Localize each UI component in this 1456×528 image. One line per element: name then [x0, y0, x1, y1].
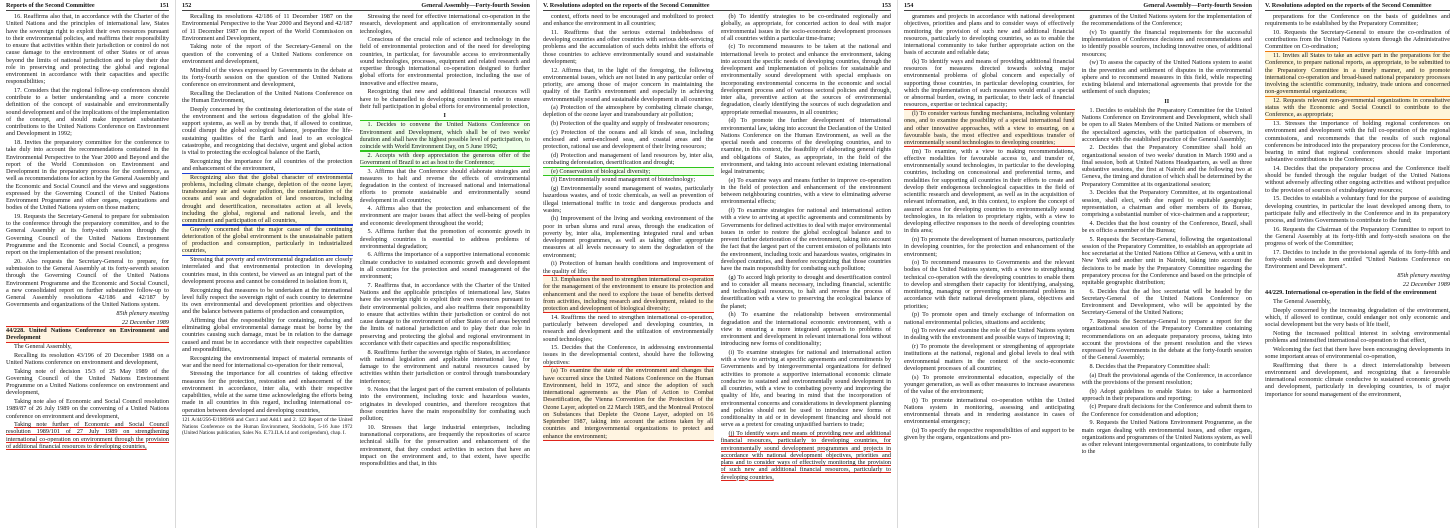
running-header: [543, 2, 891, 11]
paragraph: II: [1164, 97, 1170, 105]
paragraph: 14. Reaffirms the need to strengthen international co-operation, particularly between developed and developing countries, in research and development and the utilization of environmentally sound technologies;: [543, 313, 714, 343]
page-1: [0, 0, 175, 528]
paragraph: I: [443, 112, 446, 120]
running-header-left: Reports of the Second Committee: [6, 2, 95, 9]
paragraph: The General Assembly,: [14, 343, 72, 351]
paragraph: (a) Draft the provisional agenda of the Conference, in accordance with the provisions of the present resolution;: [1081, 371, 1252, 386]
paragraph: 5. Requests the Secretary-General, following the organizational session of the Preparatory Committee, to establish an appropriate ad hoc secretariat at the United Nations Office at Geneva, with a unit in New York and another unit in Nairobi, taking into account the decisions to be made by the Preparatory Committee regarding the preparatory process for the Conference and based on the principle of equitable geographic distribution;: [1081, 235, 1252, 287]
running-header-left: 152: [182, 2, 192, 9]
paragraph: (m) To examine, with a view to making recommendations, effective modalities for favourable access to, and transfer of, environmentally sound technologies, in particular to the developing countries, including on concessional and preferential terms, and modalities for supporting all countries in their efforts to create and develop their endogenous technological capacities in the field of scientific research and development, as well as in the acquisition of relevant information, and, in this context, to explore the concept of assured access for developing countries to environmentally sound technologies, in its relation to proprietary rights, with a view to developing effective responses to the needs of developing countries in this area;: [904, 147, 1075, 235]
paragraph: (h) To examine the relationship between environmental degradation and the international economic environment, with a view to ensuring a more integrated approach to problems of environment and development in relevant international fora without introducing new forms of conditionality;: [720, 311, 891, 348]
paragraph: (w) To assess the capacity of the United Nations system to assist in the prevention and settlement of disputes in the environmental sphere and to recommend measures in this field, while respecting existing bilateral and international agreements that provide for the settlement of such disputes;: [1081, 59, 1252, 96]
paragraph: Deeply concerned by the increasing degradation of the environment, which, if allowed to continue, could endanger not only economic and social development but the very basis of life itself,: [1265, 306, 1450, 329]
paragraph: (v) To quantify the financial requirements for the successful implementation of Conference decisions and recommendations and to identify possible sources, including innovative ones, of additional resources;: [1081, 28, 1252, 58]
paragraph: (i) Protection of human health conditions and improvement of the quality of life;: [543, 260, 714, 275]
paragraph: 16. Requests the Chairman of the Preparatory Committee to report to the General Assembly at its forty-fifth and forty-sixth sessions on the progress of work of the Committee;: [1265, 225, 1450, 248]
paragraph: Stressing that poverty and environmental degradation are closely interrelated and that environmental protection in developing countries must, in this context, be viewed as an integral part of the development process and cannot be considered in isolation from it,: [182, 256, 353, 285]
paragraph: 14. Decides that the preparatory process and the Conference itself should be funded through the regular budget of the United Nations without adversely affecting other ongoing activities and without prejudice to the provision of sources of extrabudgetary resources;: [1265, 164, 1450, 194]
paragraph: context, efforts need to be encouraged and mobilized to protect and enhance the environment in all countries;: [543, 13, 714, 28]
paragraph: (g) Environmentally sound management of wastes, particularly hazardous wastes, and of toxic chemicals, as well as prevention of illegal international traffic in toxic and dangerous products and wastes;: [543, 185, 714, 214]
page-5: [1259, 0, 1456, 528]
paragraph: Stressing the importance for all countries of taking effective measures for the protection, restoration and enhancement of the environment in accordance, inter alia, with their respective capabilities, while at the same time acknowledging the efforts being made in all countries in this regard, including international co-operation between developed and developing countries,: [182, 370, 353, 414]
running-header-left: V. Resolutions adopted on the reports of the Second Committee: [1265, 2, 1432, 9]
paragraph: 22 December 1989: [121, 318, 169, 326]
paragraph: (b) To identify strategies to be co-ordinated regionally and globally, as appropriate, for concerted action to deal with major environmental issues in the socio-economic development processes of all countries within a particular time-frame;: [720, 13, 891, 42]
paragraph: 19. Requests the Secretary-General to prepare for submission to the conference through the preparatory committee, and to the General Assembly at its forty-sixth session through the Governing Council of the United Nations Environment Programme and the Economic and Social Council, a progress report on the implementation of the present resolution;: [6, 212, 169, 257]
paragraph: 20. Also requests the Secretary-General to prepare, for submission to the General Assembly at its forty-seventh session through the Governing Council of the United Nations Environment Programme and the Economic and Social Council, a new consolidated report on further substantive follow-up to General Assembly resolutions 42/186 and 42/187 by Governments and organizations of the United Nations system.: [6, 257, 169, 309]
paragraph: 4. Affirms also that the protection and enhancement of the environment are major issues that affect the well-being of peoples and economic development throughout the world;: [359, 205, 530, 227]
highlighted-paragraph: 2. Accepts with deep appreciation the generous offer of the Government of Brazil to act as host to the Conference;: [359, 151, 530, 166]
paragraph: Deeply concerned by the continuing deterioration of the state of the environment and the serious degradation of the global life-support systems, as well as by trends that, if allowed to continue, could disrupt the global ecological balance, jeopardize the life-sustaining qualities of the Earth and lead to an ecological catastrophe, and recognizing that decisive, urgent and global action is vital to protecting the ecological balance of the Earth,: [182, 105, 353, 157]
highlighted-paragraph: 11. Invites all States to take an active part in the preparations for the Conference, to prepare national reports, as appropriate, to be submitted to the Preparatory Committee in a timely manner, and to promote international co-operation and broad-based national preparatory processes involving the scientific community, industry, trade unions and concerned non-governmental organizations;: [1265, 52, 1450, 96]
paragraph: (r) To promote the development or strengthening of appropriate institutions at the national, regional and global levels to deal with environmental matters in the context of the socio-economic development processes of all countries;: [904, 343, 1075, 372]
paragraph: Taking note also of Economic and Social Council resolution 1989/87 of 26 July 1989 on the convening of a United Nations conference on environment and development,: [6, 398, 169, 420]
paragraph: 3. Affirms that the Conference should elaborate strategies and measures to halt and reverse the effects of environmental degradation in the context of increased national and international efforts to promote sustainable and environmentally sound development in all countries;: [359, 167, 530, 204]
paragraph: Taking note of decision 15/3 of 25 May 1989 of the Governing Council of the United Nations Environment Programme on a United Nations conference on environment and development,: [6, 367, 169, 397]
paragraph: Recognizing that new and additional financial resources will have to be channelled to developing countries in order to ensure their full participation in global efforts for environmental protection,: [359, 88, 530, 110]
paragraph: 22 December 1989: [1402, 280, 1450, 288]
paragraph: Taking note of the report of the Secretary-General on the question of the convening of a United Nations conference on environment and development,: [182, 43, 353, 65]
paragraph: 6. Affirms the importance of a supportive international economic climate conducive to sustained economic growth and development in all countries for the protection and sound management of the environment;: [359, 251, 530, 281]
paragraph: 11. Reaffirms that the serious external indebtedness of developing countries and other countries with serious debt-servicing problems and the accumulation of such debts inhibit the efforts of those countries to achieve environmentally sound and sustainable development;: [543, 28, 714, 65]
paragraph: 18. Invites the preparatory committee for the conference to take duly into account the recommendations contained in the Environmental Perspective to the Year 2000 and Beyond and the report of the World Commission on Environment and Development in the preparatory process for the conference, as well as recommendations for action by the General Assembly and the Economic and Social Council and the views and suggestions expressed by the Governing Council of the United Nations Environment Programme and other organs, organizations and bodies of the United Nations system on those matters;: [6, 139, 169, 212]
paragraph: (e) To examine ways and means further to improve co-operation in the field of protection and enhancement of the environment between neighbouring countries, with a view to eliminating adverse environmental effects;: [720, 176, 891, 206]
highlighted-paragraph: Gravely concerned that the major cause of the continuing deterioration of the global environment is the unsustainable pattern of production and consumption, particularly in industrialized countries,: [182, 225, 353, 255]
highlighted-paragraph: (a) To examine the state of the environment and changes that have occurred since the United Nations Conference on the Human Environment, held in 1972, and since the adoption of such international agreements as the Plan of Action to Combat Desertification, the Vienna Convention for the Protection of the Ozone Layer, adopted on 22 March 1985, and the Montreal Protocol on Substances that Deplete the Ozone Layer, adopted on 16 September 1987, taking into account the actions taken by all countries and intergovernmental organizations to protect and enhance the environment;: [543, 367, 714, 440]
resolution-heading: 44/229. International co-operation in the field of the environment: [1265, 289, 1437, 297]
paragraph: Recalling the Declaration of the United Nations Conference on the Human Environment,: [182, 89, 353, 104]
paragraph: 10. Requests the Secretary-General to ensure the co-ordination of contributions from the United Nations system through the Administrative Committee on Co-ordination;: [1265, 28, 1450, 51]
paragraph: (f) To examine strategies for national and international action with a view to arriving at specific agreements and commitments by Governments for defined activities to deal with major environmental issues in order to restore the global ecological balance and to prevent further deterioration of the environment, taking into account the fact that the largest part of the current emission of pollutants into the environment, including toxic and hazardous wastes, originates in developed countries, and therefore recognizing that those countries have the main responsibility for combating such pollution;: [720, 207, 891, 273]
running-header-right: General Assembly—Forty-fourth Session: [421, 2, 530, 9]
paragraph: 17. Decides to include in the provisional agenda of its forty-fifth and forty-sixth sessions an item entitled "United Nations Conference on Environment and Development".: [1265, 248, 1450, 271]
paragraph: 9. Requests the United Nations Environment Programme, as the main organ dealing with environmental issues, and other organs, organizations and programmes of the United Nations system, as well as other relevant intergovernmental organizations, to contribute fully to the: [1081, 419, 1252, 456]
paragraph: Stressing the need for effective international co-operation in the research, development and application of environmentally sound technologies,: [359, 13, 530, 35]
paragraph: Reaffirming that there is a direct interrelationship between environment and development, and recognizing that a favourable international economic climate conducive to sustained economic growth and development, particularly in developing countries, is of major importance for sound management of the environment,: [1265, 361, 1450, 398]
text-column: [904, 13, 1075, 528]
paragraph: Mindful of the views expressed by Governments in the debate at its forty-fourth session on the question of the United Nations conference on environment and development,: [182, 66, 353, 89]
paragraph: Taking note further of Economic and Social Council resolution 1989/101 of 27 July 1989 on strengthening international co-operation on environment through the provision of additional financial resources to developing countries,: [6, 421, 169, 450]
paragraph: 16. Reaffirms also that, in accordance with the Charter of the United Nations and the principles of international law, States have the sovereign right to exploit their own resources pursuant to their environmental policies, and reaffirms their responsibility to ensure that activities within their jurisdiction or control do not cause damage to the environment of other States or of areas beyond the limits of national jurisdiction and to play their due role in preserving and protecting the global and regional environment in accordance with their capacities and specific responsibilities;: [6, 13, 169, 86]
paragraph: 15. Decides that the Conference, in addressing environmental issues in the developmental context, should have the following objectives:: [543, 344, 714, 366]
paragraph: Recognizing that measures to be undertaken at the international level fully respect the sovereign right of each country to determine its own environmental and development priorities and objectives and the balance between patterns of production and consumption,: [182, 286, 353, 316]
paragraph: (k) To identify ways and means of providing additional financial resources for measures directed towards solving major environmental problems of global concern and especially of supporting those countries, in particular developing countries, for which the implementation of such measures would entail a special or abnormal burden, owing, in particular, to their lack of financial resources, expertise or technical capacity;: [904, 57, 1075, 109]
paragraph: (p) To promote open and timely exchange of information on national environmental policies, situations and accidents;: [904, 311, 1075, 326]
paragraph: (q) To review and examine the role of the United Nations system in dealing with the environment and possible ways of improving it;: [904, 327, 1075, 342]
text-column: [6, 13, 169, 528]
paragraph: grammes of the United Nations system for the implementation of the recommendations of the Conference;: [1081, 13, 1252, 28]
paragraph: (b) Protection of the quality and supply of freshwater resources;: [551, 120, 710, 128]
paragraph: (t) To promote international co-operation within the United Nations system in monitoring, assessing and anticipating environmental threats and in rendering assistance in cases of environmental emergency;: [904, 396, 1075, 426]
paragraph: Noting the increased political interest in solving environmental problems and intensified international co-operation to that effect,: [1265, 329, 1450, 344]
paragraph: grammes and projects in accordance with national development objectives, priorities and plans and to consider ways of effectively monitoring the provision of such new and additional financial resources, particularly to developing countries, so as to enable the international community to take further appropriate action on the basis of accurate and reliable data;: [904, 13, 1075, 57]
paragraph: 7. Requests the Secretary-General to prepare a report for the organizational session of the Preparatory Committee containing recommendations on an adequate preparatory process, taking into account the provisions of the present resolution and the views expressed by Governments in the debate at the forty-fourth session of the General Assembly;: [1081, 318, 1252, 362]
paragraph: 12. Affirms that, in the light of the foregoing, the following environmental issues, which are not listed in any particular order of priority, are among those of major concern in maintaining the quality of the Earth's environment and especially in achieving environmentally sound and sustainable development in all countries:: [543, 66, 714, 103]
paragraph: The General Assembly,: [1273, 297, 1331, 305]
text-column: [543, 13, 714, 528]
paragraph: 17. Considers that the regional follow-up conferences should contribute to a better understanding and a more concrete definition of the concept of sustainable and environmentally sound development and of the implications of the implementation of the concept, and should make important substantive contributions to the United Nations Conference on Environment and Development in 1992;: [6, 86, 169, 138]
paragraph: 6. Decides that the ad hoc secretariat will be headed by the Secretary-General of the United Nations Conference on Environment and Development, who will be appointed by the Secretary-General of the United Nations;: [1081, 287, 1252, 317]
running-header-left: V. Resolutions adopted on the reports of the Second Committee: [543, 2, 710, 9]
running-header-left: 154: [904, 2, 914, 9]
paragraph: Affirming that the responsibility for containing, reducing and eliminating global environmental damage must be borne by the countries causing such damage, must be in relation to the damage caused and must be in accordance with their respective capabilities and responsibilities,: [182, 316, 353, 353]
paragraph: (g) To accord high priority to drought and desertification control and to consider all means necessary, including financial, scientific and technological resources, to halt and reverse the process of desertification with a view to preserving the ecological balance of the planet;: [720, 273, 891, 310]
text-columns: [6, 13, 169, 528]
paragraph: Conscious of the crucial role of science and technology in the field of environmental protection and of the need for developing countries, in particular, for favourable access to environmentally sound technologies, processes, equipment and related research and expertise through international co-operation designed to further global efforts for environmental protection, including the use of innovative and effective means,: [359, 36, 530, 87]
highlighted-paragraph: 44/228. United Nations Conference on Environment and Development: [6, 327, 169, 342]
paragraph: 121 A/44/256-E/1989/66 and Corr.1 and Add.1 and 2. 122 Report of the United Nations Conference on the Human Environment, Stockholm, 5-16 June 1972 (United Nations publication, Sales No. E.73.II.A.14 and corrigendum), chap. I.: [182, 417, 353, 436]
paragraph: (j) To identify ways and means of providing new and additional financial resources, particularly to developing countries, for environmentally sound development programmes and projects in accordance with national development objectives, priorities and plans and to consider ways of effectively monitoring the provision of such new and additional financial resources, particularly to developing countries,: [720, 430, 891, 481]
text-column: [1082, 13, 1253, 528]
text-columns: [543, 13, 891, 528]
highlighted-paragraph: (l) To consider various funding mechanisms, including voluntary ones, and to examine the possibility of a special international fund and other innovative approaches, with a view to ensuring, on a favourable basis, the most effective and expeditious transfer of environmentally sound technologies to developing countries;: [904, 110, 1075, 147]
highlighted-paragraph: Recognizing also that the global character of environmental problems, including climate change, depletion of the ozone layer, transboundary air and water pollution, the contamination of the oceans and seas and degradation of land resources, including drought and desertification, necessitates action at all levels, including the global, regional and national levels, and the commitment and participation of all countries,: [182, 173, 353, 225]
paragraph: (c) To recommend measures to be taken at the national and international levels to protect and enhance the environment, taking into account the specific needs of developing countries, through the development and implementation of policies for sustainable and environmentally sound development with special emphasis on incorporating environmental concerns in the economic and social development process and of various sectoral policies and through, inter alia, preventive action at the sources of environmental degradation, clearly identifying the sources of such degradation and appropriate remedial measures, in all countries;: [720, 43, 891, 116]
paragraph: 5. Affirms further that the promotion of economic growth in developing countries is essential to address problems of environmental degradation;: [359, 228, 530, 250]
paragraph: 8. Decides that the Preparatory Committee shall:: [1089, 363, 1210, 371]
running-header: [1265, 2, 1450, 11]
running-header-right: 151: [159, 2, 169, 9]
highlighted-paragraph: 13. Emphasizes the need to strengthen international co-operation for the management of the environment to ensure its protection and enhancement and the need to explore the issue of benefits derived from activities, including research and development, related to the protection and development of biological diversity;: [543, 276, 714, 313]
paragraph: Recalling its resolution 43/196 of 20 December 1988 on a United Nations conference on environment and development,: [6, 351, 169, 367]
text-columns: [1265, 13, 1450, 528]
paragraph: 15. Decides to establish a voluntary fund for the purpose of assisting developing countries, in particular the least developed among them, to participate fully and effectively in the Conference and in its preparatory process, and invites Governments to contribute to the fund;: [1265, 195, 1450, 225]
page-4: [898, 0, 1258, 528]
running-header-right: 153: [881, 2, 891, 9]
paragraph: (b) Adopt guidelines to enable States to take a harmonized approach in their preparations and reporting;: [1081, 387, 1252, 402]
highlighted-paragraph: 12. Requests relevant non-governmental organizations in consultative status with the Economic and Social Council to contribute to the Conference, as appropriate;: [1265, 96, 1450, 119]
paragraph: 3. Decides that the Preparatory Committee, at its organizational session, shall elect, with due regard to equitable geographic representation, a chairman and other members of its Bureau, comprising a substantial number of vice-chairmen and a rapporteur;: [1081, 189, 1252, 219]
highlighted-paragraph: (e) Conservation of biological diversity;: [543, 168, 714, 175]
paragraph: (f) Environmentally sound management of biotechnology;: [551, 176, 696, 184]
paragraph: (c) Prepare draft decisions for the Conference and submit them to the Conference for consideration and adoption;: [1081, 403, 1252, 418]
paragraph: 10. Stresses that large industrial enterprises, including transnational corporations, are frequently the repositories of scarce technical skills for the preservation and enhancement of the environment, that they conduct activities in sectors that have an impact on the environment and, to that extent, have specific responsibilities and that, in this: [359, 423, 530, 468]
paragraph: (n) To promote the development of human resources, particularly in developing countries, for the protection and enhancement of the environment;: [904, 236, 1075, 258]
paragraph: 7. Reaffirms that, in accordance with the Charter of the United Nations and the applicable principles of international law, States have the sovereign right to exploit their own resources pursuant to their environmental policies, and also reaffirms their responsibility to ensure that activities within their jurisdiction or control do not cause damage to the environment of other States or of areas beyond the limits of national jurisdiction and to play their due role in preserving and protecting the global and regional environment in accordance with their capacities and specific responsibilities;: [359, 281, 530, 347]
running-header: [904, 2, 1252, 11]
paragraph: (i) To examine strategies for national and international action with a view to arriving at specific agreements and commitments by Governments and by intergovernmental organizations for defined activities to promote a supportive international economic climate conducive to sustained and environmentally sound development in all countries, with a view to combating poverty and improving the quality of life, and bearing in mind that the incorporation of environmental concerns and considerations in development planning and policies should not be used to introduce new forms of conditionality in aid or in development financing and should not serve as a pretext for creating unjustified barriers to trade;: [720, 348, 891, 429]
paragraph: (o) To recommend measures to Governments and the relevant bodies of the United Nations system, with a view to strengthening technical co-operation with the developing countries to enable them to develop and strengthen their capacity for identifying, analysing, monitoring, managing or preventing environmental problems in accordance with their national development plans, objectives and priorities;: [904, 259, 1075, 310]
paragraph: 4. Decides that the host country of the Conference, Brazil, shall be ex officio a member of the Bureau;: [1081, 219, 1252, 234]
paragraph: preparations for the Conference on the basis of guidelines and requirements to be established by the Preparatory Committee;: [1265, 13, 1450, 28]
paragraph: 1. Decides to establish the Preparatory Committee for the United Nations Conference on Environment and Development, which shall be open to all States Members of the United Nations or members of the specialized agencies, with the participation of observers, in accordance with the established practice of the General Assembly;: [1081, 106, 1252, 143]
text-column: [721, 13, 892, 528]
paragraph: 85th plenary meeting: [116, 309, 169, 317]
highlighted-paragraph: 1. Decides to convene the United Nations Conference on Environment and Development, which shall be of two weeks' duration and shall have the highest possible level of participation, to coincide with World Environment Day, on 5 June 1992;: [359, 121, 530, 151]
running-header: [6, 2, 169, 11]
page-3: [537, 0, 897, 528]
text-column: [1265, 13, 1450, 528]
paragraph: 8. Reaffirms further the sovereign rights of States, in accordance with national legislation and applicable international law, for damage to the environment and natural resources caused by activities within their jurisdiction or control through transboundary interference;: [359, 348, 530, 385]
text-columns: [904, 13, 1252, 528]
paragraph: (c) Protection of the oceans and all kinds of seas, including enclosed and semi-enclosed seas, and coastal areas and the protection, rational use and development of their living resources;: [543, 128, 714, 151]
paragraph: 2. Decides that the Preparatory Committee shall hold an organizational session of two weeks' duration in March 1990 and a final session, both at United Nations Headquarters, as well as three substantive sessions, the first at Nairobi and the following two at Geneva, the timing and duration of which shall be determined by the Preparatory Committee at its organizational session;: [1081, 144, 1252, 188]
paragraph: (d) Protection and management of land resources by, inter alia, combating deforestation, desertification and drought;: [543, 151, 714, 167]
paragraph: 85th plenary meeting: [1397, 272, 1450, 280]
paragraph: Recognizing the environmental impact of material remnants of war and the need for international co-operation for their removal,: [182, 354, 353, 369]
paragraph: Welcoming the fact that there have been encouraging developments in some important areas of environmental co-operation,: [1265, 345, 1450, 360]
paragraph: (u) To specify the respective responsibilities of and support to be given by the organs, organizations and pro-: [904, 427, 1075, 442]
paragraph: 9. Notes that the largest part of the current emission of pollutants into the environment, including toxic and hazardous wastes, originates in developed countries, and therefore recognizes that those countries have the main responsibility for combating such pollution;: [359, 386, 530, 423]
text-column: [182, 13, 353, 528]
paragraph: (d) To promote the further development of international environmental law, taking into account the Declaration of the United Nations Conference on the Human Environment, as well as the special needs and concerns of the developing countries, and to examine, in this context, the feasibility of elaborating general rights and obligations of States, as appropriate, in the field of the environment, and taking into account relevant existing international legal instruments;: [720, 117, 891, 176]
running-header-right: General Assembly—Forty-fourth Session: [1143, 2, 1252, 9]
paragraph: 13. Stresses the importance of holding regional conferences on environment and development with the full co-operation of the regional commissions, and recommends that the results of such regional conferences be introduced into the preparatory process for the Conference, bearing in mind that regional conferences should make important substantive contributions to the Conference;: [1265, 120, 1450, 164]
text-column: [360, 13, 531, 528]
text-columns: [182, 13, 530, 528]
paragraph: (h) Improvement of the living and working environment of the poor in urban slums and rural areas, through the eradication of poverty by, inter alia, implementing integrated rural and urban development programmes, as well as taking other appropriate measures at all levels necessary to stem the degradation of the environment;: [543, 215, 714, 259]
paragraph: (s) To promote environmental education, especially of the younger generation, as well as other measures to increase awareness of the value of the environment;: [904, 373, 1075, 396]
page-2: [176, 0, 536, 528]
paragraph: Recalling its resolutions 42/186 of 11 December 1987 on the Environmental Perspective to the Year 2000 and Beyond and 42/187 of 11 December 1987 on the report of the World Commission on Environment and Development,: [182, 13, 353, 42]
paragraph: Recognizing the importance for all countries of the protection and enhancement of the environment,: [182, 157, 353, 172]
running-header: [182, 2, 530, 11]
paragraph: (a) Protection of the atmosphere by combating climate change, depletion of the ozone layer and transboundary air pollution;: [543, 104, 714, 119]
